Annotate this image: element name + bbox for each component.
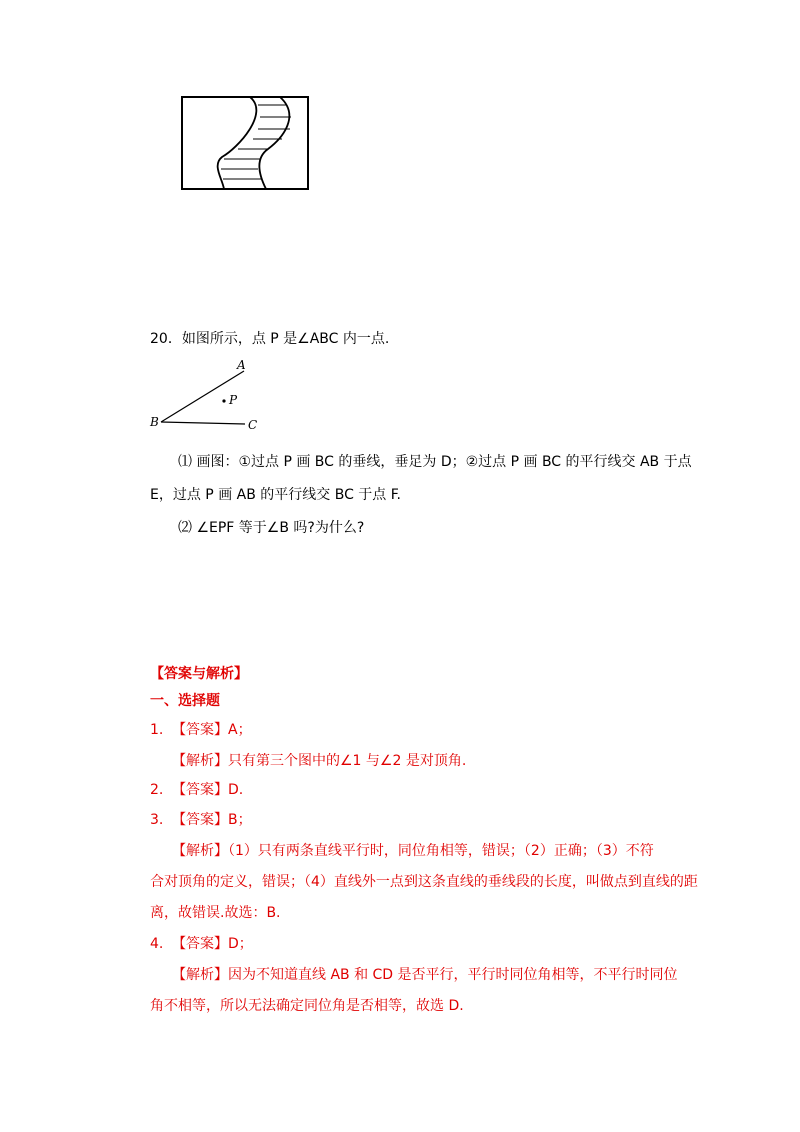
label-c: C [248, 418, 258, 432]
answers-header: 【答案与解析】 [150, 666, 248, 682]
answer-3: 【答案】B； [172, 812, 252, 828]
question-20-part1-line2: E，过点 P 画 AB 的平行线交 BC 于点 F. [150, 487, 402, 503]
analysis-3-line2: 合对顶角的定义，错误；（4）直线外一点到这条直线的垂线段的长度，叫做点到直线的距 [150, 874, 698, 890]
analysis-4-line2: 角不相等，所以无法确定同位角是否相等，故选 D. [150, 998, 464, 1014]
label-b: B [150, 415, 159, 429]
question-20-stem: 20．如图所示，点 P 是∠ABC 内一点. [150, 331, 390, 347]
analysis-1: 【解析】只有第三个图中的∠1 与∠2 是对顶角. [172, 753, 467, 769]
answer-3-num: 3. [150, 812, 164, 828]
label-a: A [237, 358, 246, 372]
analysis-3-line1: 【解析】（1）只有两条直线平行时，同位角相等，错误；（2）正确；（3）不符 [172, 843, 654, 859]
analysis-4-line1: 【解析】因为不知道直线 AB 和 CD 是否平行，平行时同位角相等，不平行时同位 [172, 967, 678, 983]
question-20-part2: ⑵ ∠EPF 等于∠B 吗?为什么? [178, 520, 365, 536]
section-choice-title: 一、选择题 [150, 693, 220, 709]
label-p: P [229, 393, 238, 407]
answer-1-num: 1. [150, 722, 164, 738]
angle-abc-figure [148, 354, 268, 434]
answer-4-num: 4. [150, 936, 164, 952]
answer-2-num: 2. [150, 782, 164, 798]
question-20-part1-line1: ⑴ 画图：①过点 P 画 BC 的垂线，垂足为 D；②过点 P 画 BC 的平行线交 AB 于点 [178, 454, 692, 470]
answer-4: 【答案】D； [172, 936, 253, 952]
analysis-3-line3: 离，故错误.故选：B. [150, 905, 281, 921]
answer-1: 【答案】A； [172, 722, 252, 738]
road-figure [178, 93, 312, 193]
answer-2: 【答案】D. [172, 782, 244, 798]
